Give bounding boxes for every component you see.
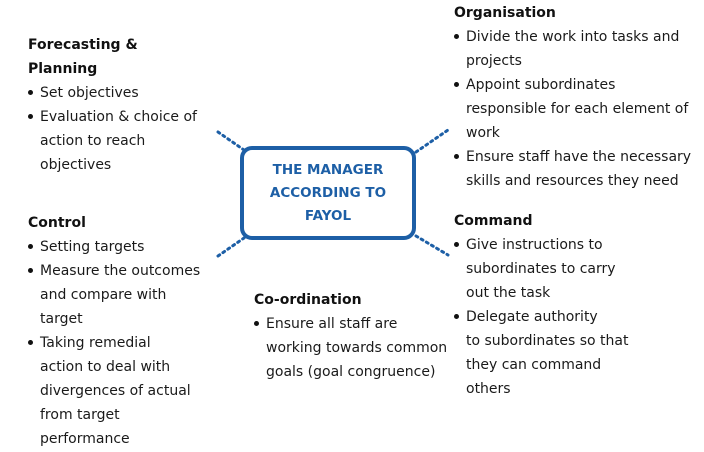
coordination-section: [254, 288, 447, 384]
control-section: [28, 211, 200, 451]
organisation-section: [454, 1, 691, 193]
organisation-list: [454, 25, 691, 193]
center-box: [240, 146, 416, 240]
list-item: Divide the work into tasks and projects: [454, 25, 691, 73]
connector-bottom-left: [218, 238, 244, 256]
command-title: Command: [454, 213, 533, 229]
list-item: Ensure staff have the necessary skills and resources they need: [454, 145, 691, 193]
center-title-line: THE MANAGER: [272, 161, 384, 178]
list-item: Measure the outcomes and compare with target: [28, 259, 200, 331]
forecasting-planning-title: Forecasting & Planning: [28, 37, 138, 77]
forecasting-planning-list: [28, 81, 197, 177]
connector-bottom-right: [416, 236, 448, 255]
list-item: Set objectives: [28, 81, 197, 105]
center-title-line: FAYOL: [304, 207, 352, 224]
list-item: Setting targets: [28, 235, 200, 259]
coordination-list: [254, 312, 447, 384]
control-title: Control: [28, 215, 86, 231]
organisation-title: Organisation: [454, 5, 556, 21]
list-item: Taking remedial action to deal with divergences of actual from target performance: [28, 331, 200, 451]
command-list: [454, 233, 628, 401]
command-section: [454, 209, 628, 401]
center-title-line: ACCORDING TO: [269, 184, 387, 201]
list-item: Delegate authority to subordinates so that they can command others: [454, 305, 628, 401]
coordination-title: Co-ordination: [254, 292, 362, 308]
list-item: Give instructions to subordinates to carry out the task: [454, 233, 628, 305]
connector-top-right: [416, 130, 448, 152]
forecasting-planning-section: [28, 33, 197, 177]
list-item: Ensure all staff are working towards common goals (goal congruence): [254, 312, 447, 384]
control-list: [28, 235, 200, 451]
connector-top-left: [218, 132, 244, 150]
list-item: Appoint subordinates responsible for each element of work: [454, 73, 691, 145]
list-item: Evaluation & choice of action to reach objectives: [28, 105, 197, 177]
